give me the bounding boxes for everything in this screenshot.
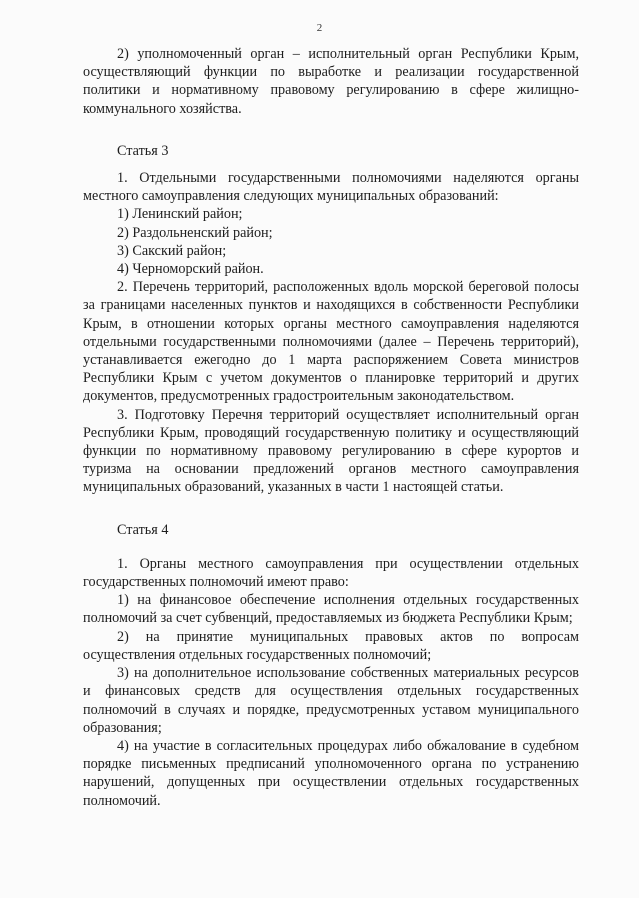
article-4-item-4: 4) на участие в согласительных процедурах либо обжалование в судебном порядке письменных предписаний уполномоченного органа по устранению нарушений, допущенных при осуществлении отдельных государственных полномочий.: [83, 737, 579, 809]
article-3-paragraph-1: 1. Отдельными государственными полномочиями наделяются органы местного самоуправления следующих муниципальных образований:: [83, 170, 579, 205]
article-3-paragraph-2: 2. Перечень территорий, расположенных вдоль морской береговой полосы за границами населенных пунктов и находящихся в собственности Республики Крым, в отношении которых органы местного самоуправления наделяются отдельными государственными полномочиями (далее – Перечень территорий), устанавливается ежегодно до 1 марта распоряжением Совета министров Республики Крым с учетом документов о планировке территорий и других документов, предусмотренных градостроительным законодательством.: [83, 279, 579, 405]
paragraph-authority-definition: 2) уполномоченный орган – исполнительный орган Республики Крым, осуществляющий функции по выработке и реализации государственной политики и нормативному правовому регулированию в сфере жилищно-коммунального хозяйства.: [83, 46, 579, 117]
article-3-heading: Статья 3: [117, 142, 169, 159]
list-item: 4) Черноморский район.: [117, 261, 264, 278]
article-4-item-1: 1) на финансовое обеспечение исполнения отдельных государственных полномочий за счет субвенций, предоставляемых из бюджета Республики Крым;: [83, 592, 579, 627]
document-body: [83, 45, 579, 810]
page-number: 2: [316, 22, 323, 34]
article-4-item-3: 3) на дополнительное использование собственных материальных ресурсов и финансовых средств для осуществления отдельных государственных полномочий в случаях и порядке, предусмотренных уставом муниципального образования;: [83, 665, 579, 736]
article-3-paragraph-3: 3. Подготовку Перечня территорий осуществляет исполнительный орган Республики Крым, проводящий государственную политику и осуществляющий функции по нормативному правовому регулированию в сфере курортов и туризма на основании предложений органов местного самоуправления муниципальных образований, указанных в части 1 настоящей статьи.: [83, 406, 579, 496]
article-4-paragraph-1: 1. Органы местного самоуправления при осуществлении отдельных государственных полномочий имеют право:: [83, 555, 579, 591]
list-item: 1) Ленинский район;: [117, 206, 243, 223]
list-item: 3) Сакский район;: [117, 242, 227, 259]
article-4-item-2: 2) на принятие муниципальных правовых актов по вопросам осуществления отдельных государственных полномочий;: [83, 628, 579, 663]
list-item: 2) Раздольненский район;: [117, 224, 273, 241]
article-4-heading: Статья 4: [117, 521, 169, 538]
